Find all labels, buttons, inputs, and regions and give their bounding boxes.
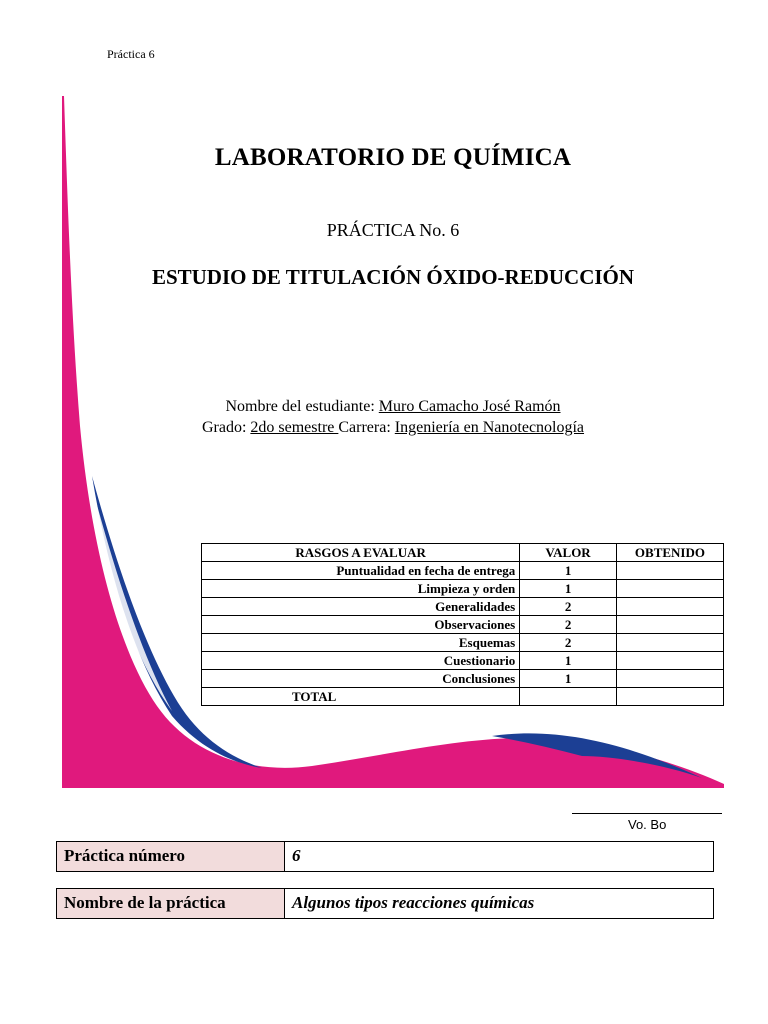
practice-number: PRÁCTICA No. 6 <box>326 220 460 240</box>
signature-label: Vo. Bo <box>628 817 667 832</box>
total-value-cell <box>520 688 617 706</box>
trait-cell: Cuestionario <box>202 652 520 670</box>
obtained-cell <box>616 670 723 688</box>
table-row <box>202 670 724 688</box>
practice-name-label: Nombre de la práctica <box>57 889 285 918</box>
obtained-cell <box>616 580 723 598</box>
practice-number-label: Práctica número <box>57 842 285 871</box>
student-name-line <box>62 396 724 417</box>
page-header-label: Práctica 6 <box>107 47 155 61</box>
table-row <box>202 580 724 598</box>
student-grade-line <box>62 417 724 438</box>
header-value: VALOR <box>520 544 617 562</box>
obtained-cell <box>616 562 723 580</box>
grade-label: Grado: <box>201 419 247 436</box>
table-row <box>202 634 724 652</box>
obtained-cell <box>616 634 723 652</box>
obtained-cell <box>616 598 723 616</box>
header-traits: RASGOS A EVALUAR <box>202 544 520 562</box>
career-label: Carrera: <box>338 419 391 436</box>
practice-name-box <box>56 888 714 919</box>
student-name: Muro Camacho José Ramón <box>378 398 561 415</box>
student-name-label: Nombre del estudiante: <box>225 398 375 415</box>
header-obtained: OBTENIDO <box>616 544 723 562</box>
practice-name-value: Algunos tipos reacciones químicas <box>292 893 535 912</box>
practice-number-box <box>56 841 714 872</box>
student-info <box>62 396 724 438</box>
obtained-cell <box>616 616 723 634</box>
grades-header-row <box>202 544 724 562</box>
study-title: ESTUDIO DE TITULACIÓN ÓXIDO-REDUCCIÓN <box>151 265 635 289</box>
trait-cell: Observaciones <box>202 616 520 634</box>
value-cell: 1 <box>520 670 617 688</box>
value-cell: 2 <box>520 634 617 652</box>
signature-line <box>572 813 722 814</box>
trait-cell: Esquemas <box>202 634 520 652</box>
cover-page <box>62 96 724 788</box>
total-row <box>202 688 724 706</box>
table-row <box>202 598 724 616</box>
value-cell: 1 <box>520 652 617 670</box>
total-obtained-cell <box>616 688 723 706</box>
practice-number-value: 6 <box>292 846 301 865</box>
trait-cell: Conclusiones <box>202 670 520 688</box>
value-cell: 2 <box>520 616 617 634</box>
value-cell: 1 <box>520 562 617 580</box>
total-label: TOTAL <box>202 688 520 706</box>
value-cell: 2 <box>520 598 617 616</box>
value-cell: 1 <box>520 580 617 598</box>
trait-cell: Limpieza y orden <box>202 580 520 598</box>
grades-table <box>201 543 724 706</box>
table-row <box>202 562 724 580</box>
grade-value: 2do semestre <box>250 419 339 436</box>
obtained-cell <box>616 652 723 670</box>
career-value: Ingeniería en Nanotecnología <box>394 419 585 436</box>
trait-cell: Puntualidad en fecha de entrega <box>202 562 520 580</box>
table-row <box>202 652 724 670</box>
trait-cell: Generalidades <box>202 598 520 616</box>
table-row <box>202 616 724 634</box>
document-title: LABORATORIO DE QUÍMICA <box>214 144 572 171</box>
